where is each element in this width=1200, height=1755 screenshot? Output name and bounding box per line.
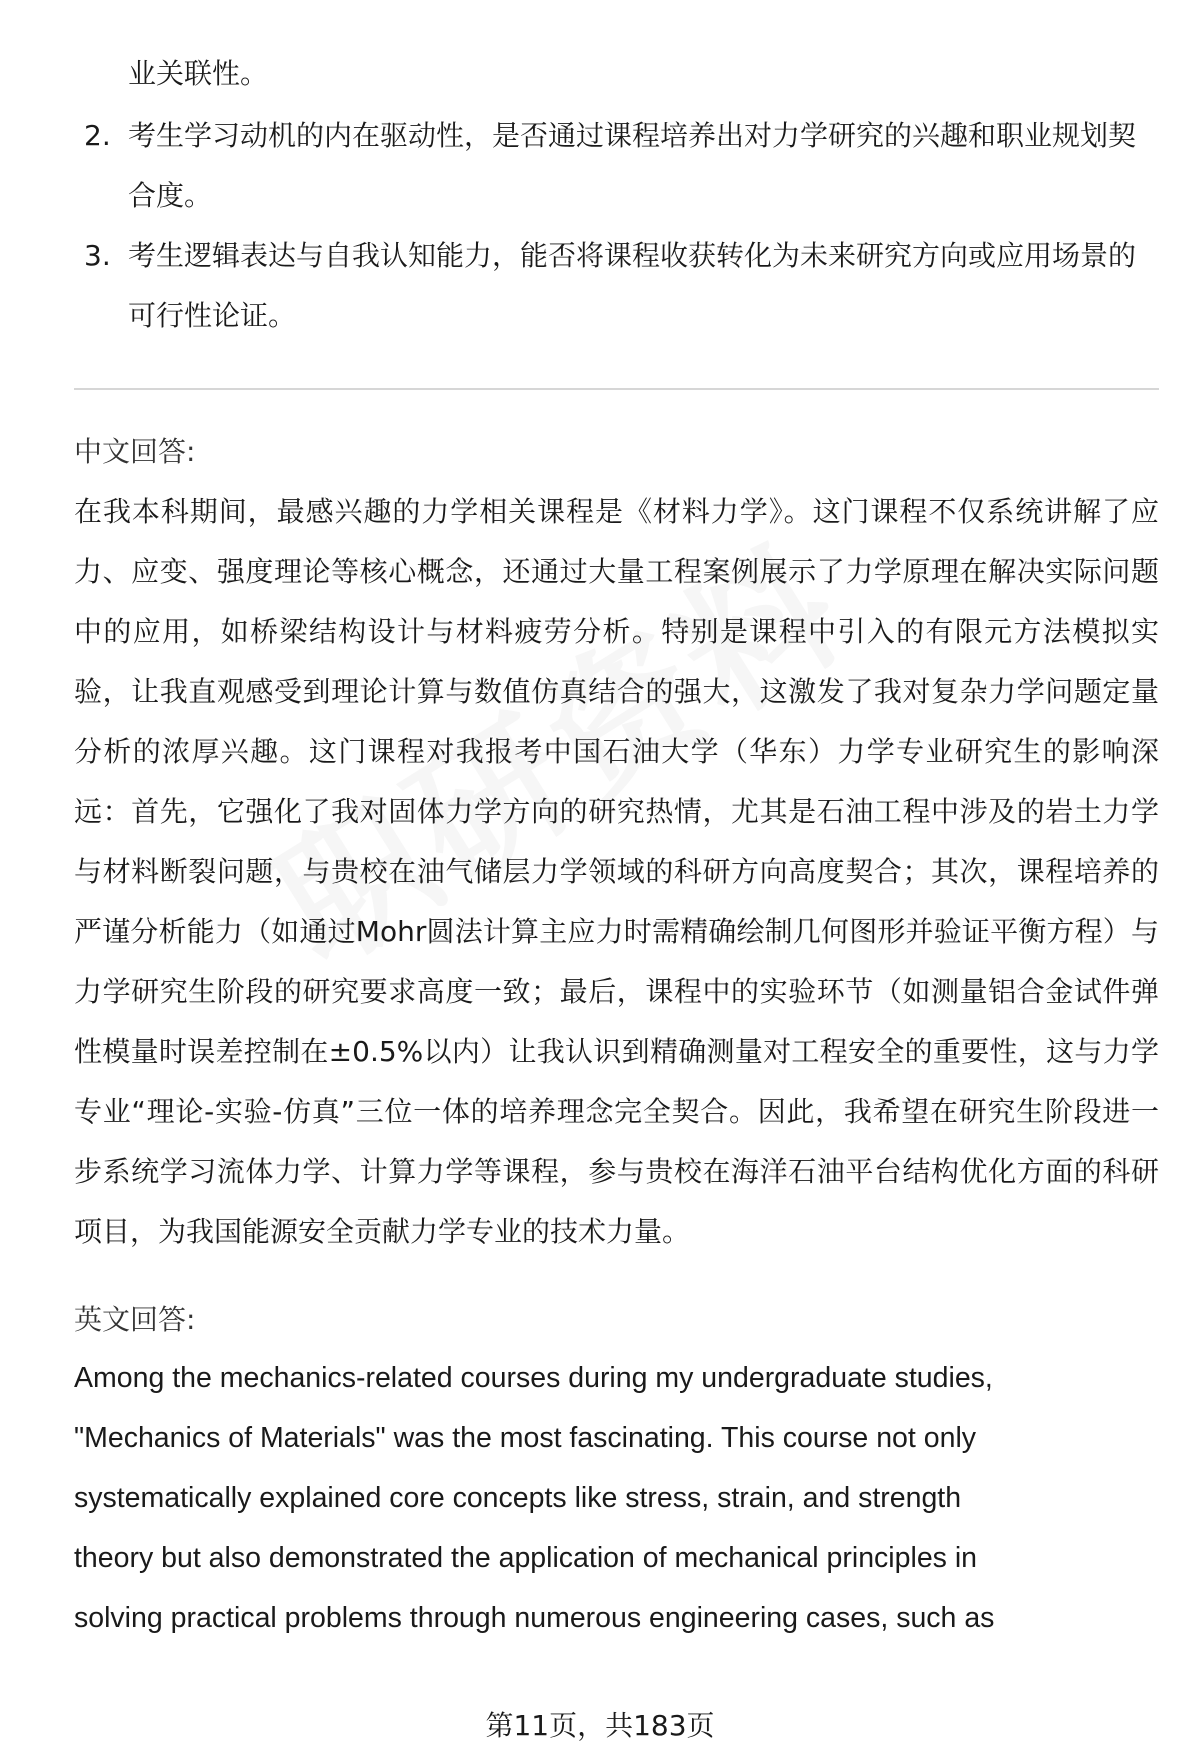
english-answer-body xyxy=(74,1348,1159,1648)
list-number: 3. xyxy=(84,239,111,272)
english-line: "Mechanics of Materials" was the most fascinating. This course not only xyxy=(74,1422,977,1454)
english-line: systematically explained core concepts like stress, strain, and strength xyxy=(74,1482,962,1514)
page-footer: 第11页，共183页 xyxy=(485,1709,715,1742)
document-content xyxy=(74,0,1159,1648)
chinese-answer-body: 在我本科期间，最感兴趣的力学相关课程是《材料力学》。这门课程不仅系统讲解了应力、应变、强度理论等核心概念，还通过大量工程案例展示了力学原理在解决实际问题中的应用，如桥梁结构设计与材料疲劳分析。特别是课程中引入的有限元方法模拟实验，让我直观感受到理论计算与数值仿真结合的强大，这激发了我对复杂力学问题定量分析的浓厚兴趣。这门课程对我报考中国石油大学（华东）力学专业研究生的影响深远：首先，它强化了我对固体力学方向的研究热情，尤其是石油工程中涉及的岩土力学与材料断裂问题，与贵校在油气储层力学领域的科研方向高度契合；其次，课程培养的严谨分析能力（如通过Mohr圆法计算主应力时需精确绘制几何图形并验证平衡方程）与力学研究生阶段的研究要求高度一致；最后，课程中的实验环节（如测量铝合金试件弹性模量时误差控制在±0.5%以内）让我认识到精确测量对工程安全的重要性，这与力学专业“理论-实验-仿真”三位一体的培养理念完全契合。因此，我希望在研究生阶段进一步系统学习流体力学、计算力学等课程，参与贵校在海洋石油平台结构优化方面的科研项目，为我国能源安全贡献力学专业的技术力量。 xyxy=(74,495,1159,1248)
list-item xyxy=(74,106,1159,226)
list-item-text: 考生逻辑表达与自我认知能力，能否将课程收获转化为未来研究方向或应用场景的可行性论证。 xyxy=(128,239,1137,332)
list-item xyxy=(74,226,1159,346)
section-divider xyxy=(74,388,1159,390)
list-number: 2. xyxy=(84,119,111,152)
criteria-list xyxy=(74,106,1159,346)
english-line: Among the mechanics-related courses during my undergraduate studies, xyxy=(74,1362,993,1394)
english-line: theory but also demonstrated the application of mechanical principles in xyxy=(74,1542,978,1574)
list-continuation-line: 业关联性。 xyxy=(128,57,269,90)
english-line: solving practical problems through numerous engineering cases, such as xyxy=(74,1602,995,1634)
english-answer-heading: 英文回答: xyxy=(74,1303,196,1336)
chinese-answer-heading: 中文回答: xyxy=(74,435,196,468)
list-item-text: 考生学习动机的内在驱动性，是否通过课程培养出对力学研究的兴趣和职业规划契合度。 xyxy=(128,119,1137,212)
